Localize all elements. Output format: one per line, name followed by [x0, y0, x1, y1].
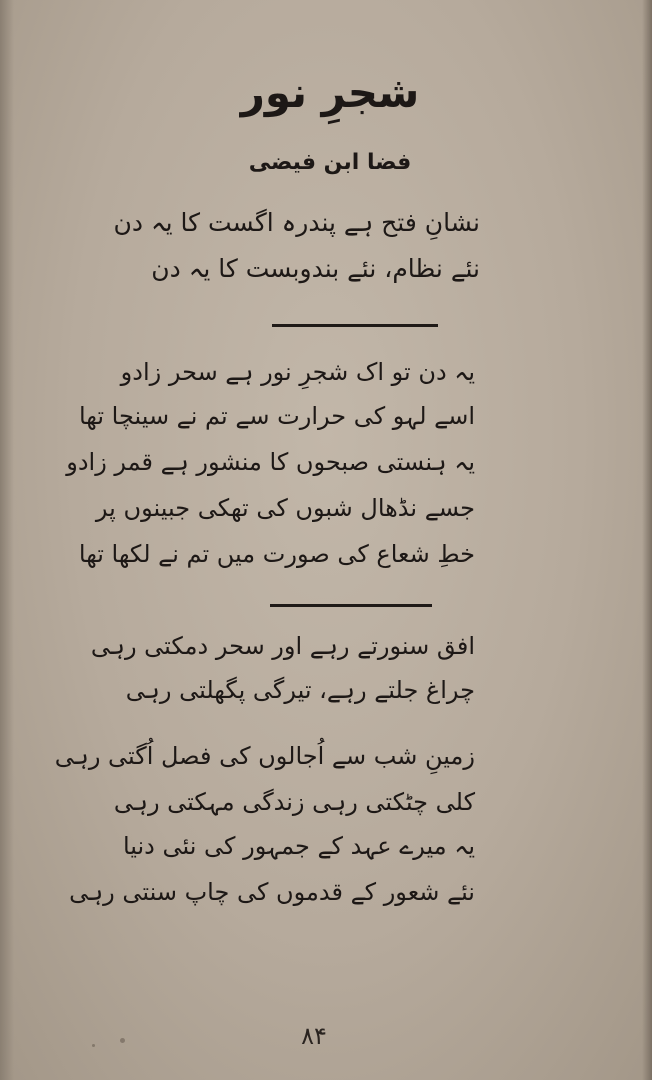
page-edge-right	[642, 0, 652, 1080]
stanza1-line-2: نئے نظام، نئے بندوبست کا یہ دن	[151, 254, 480, 283]
page-edge-left	[0, 0, 14, 1080]
stanza4-line-3: یہ میرے عہد کے جمہور کی نئی دنیا	[122, 832, 475, 860]
paper-speck	[92, 1044, 95, 1047]
poet-name: فضا ابن فیضی	[248, 150, 412, 175]
stanza4-line-2: کلی چٹکتی رہی زندگی مہکتی رہی	[113, 788, 475, 816]
section-divider-1	[272, 324, 438, 327]
stanza2-line-4: جسے نڈھال شبوں کی تھکی جبینوں پر	[95, 494, 475, 522]
poem-title: شجرِ نور	[240, 68, 420, 117]
stanza2-line-5: خطِ شعاع کی صورت میں تم نے لکھا تھا	[78, 540, 475, 568]
section-divider-2	[270, 604, 432, 607]
stanza4-line-1: زمینِ شب سے اُجالوں کی فصل اُگتی رہی	[54, 742, 475, 770]
stanza1-line-1: نشانِ فتح ہے پندرہ اگست کا یہ دن	[113, 208, 480, 237]
stanza2-line-2: اسے لہو کی حرارت سے تم نے سینچا تھا	[78, 402, 475, 430]
stanza4-line-4: نئے شعور کے قدموں کی چاپ سنتی رہی	[69, 878, 475, 906]
stanza2-line-1: یہ دن تو اک شجرِ نور ہے سحر زادو	[120, 358, 475, 386]
paper-speck	[120, 1038, 125, 1043]
page-number: ۸۴	[301, 1022, 327, 1050]
stanza3-line-1: افق سنورتے رہے اور سحر دمکتی رہی	[90, 632, 475, 660]
stanza3-line-2: چراغ جلتے رہے، تیرگی پگھلتی رہی	[125, 676, 475, 704]
stanza2-line-3: یہ ہنستی صبحوں کا منشور ہے قمر زادو	[66, 448, 475, 476]
